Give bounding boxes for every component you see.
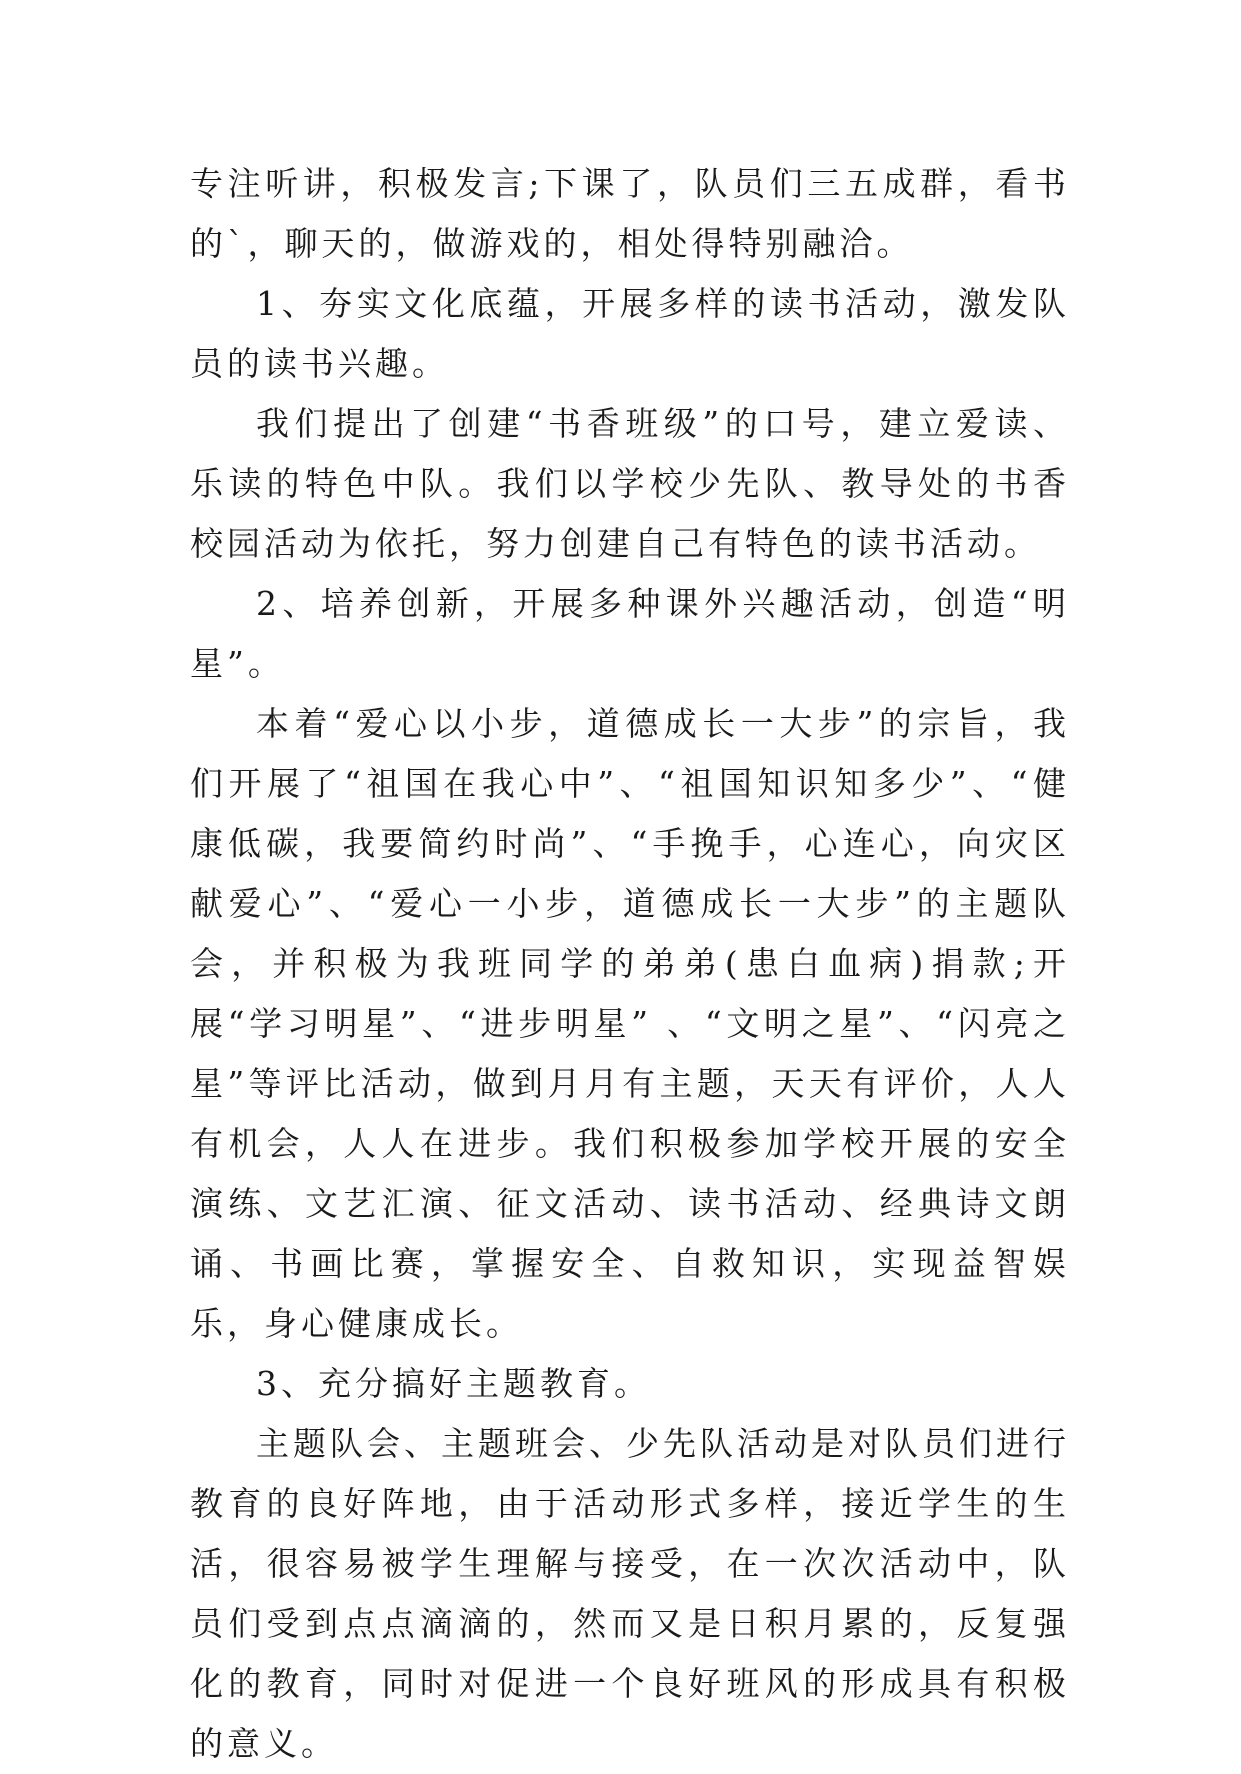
- paragraph-3: 我们提出了创建“书香班级”的口号，建立爱读、乐读的特色中队。我们以学校少先队、教导处的书香校园活动为依托，努力创建自己有特色的读书活动。: [190, 404, 1070, 563]
- paragraph-2: 1、夯实文化底蕴，开展多样的读书活动，激发队员的读书兴趣。: [190, 284, 1070, 383]
- paragraph-4: 2、培养创新，开展多种课外兴趣活动，创造“明星”。: [190, 584, 1070, 683]
- paragraph-5: 本着“爱心以小步，道德成长一大步”的宗旨，我们开展了“祖国在我心中”、“祖国知识知多少”、“健康低碳，我要简约时尚”、“手挽手，心连心，向灾区献爱心”、“爱心一小步，道德成长一大步”的主题队会，并积极为我班同学的弟弟(患白血病)捐款;开展“学习明星”、“进步明星” 、“文明之星”、“闪亮之星”等评比活动，做到月月有主题，天天有评价，人人有机会，人人在进步。我们积极参加学校开展的安全演练、文艺汇演、征文活动、读书活动、经典诗文朗诵、书画比赛，掌握安全、自救知识，实现益智娱乐，身心健康成长。: [190, 704, 1070, 1343]
- paragraph-7: 主题队会、主题班会、少先队活动是对队员们进行教育的良好阵地，由于活动形式多样，接近学生的生活，很容易被学生理解与接受，在一次次活动中，队员们受到点点滴滴的，然而又是日积月累的，反复强化的教育，同时对促进一个良好班风的形成具有积极的意义。: [190, 1424, 1070, 1763]
- paragraph-6: 3、充分搞好主题教育。: [256, 1364, 651, 1403]
- document-body: [190, 154, 1070, 1774]
- paragraph-1: 专注听讲，积极发言;下课了，队员们三五成群，看书的`，聊天的，做游戏的，相处得特别融洽。: [190, 164, 1070, 263]
